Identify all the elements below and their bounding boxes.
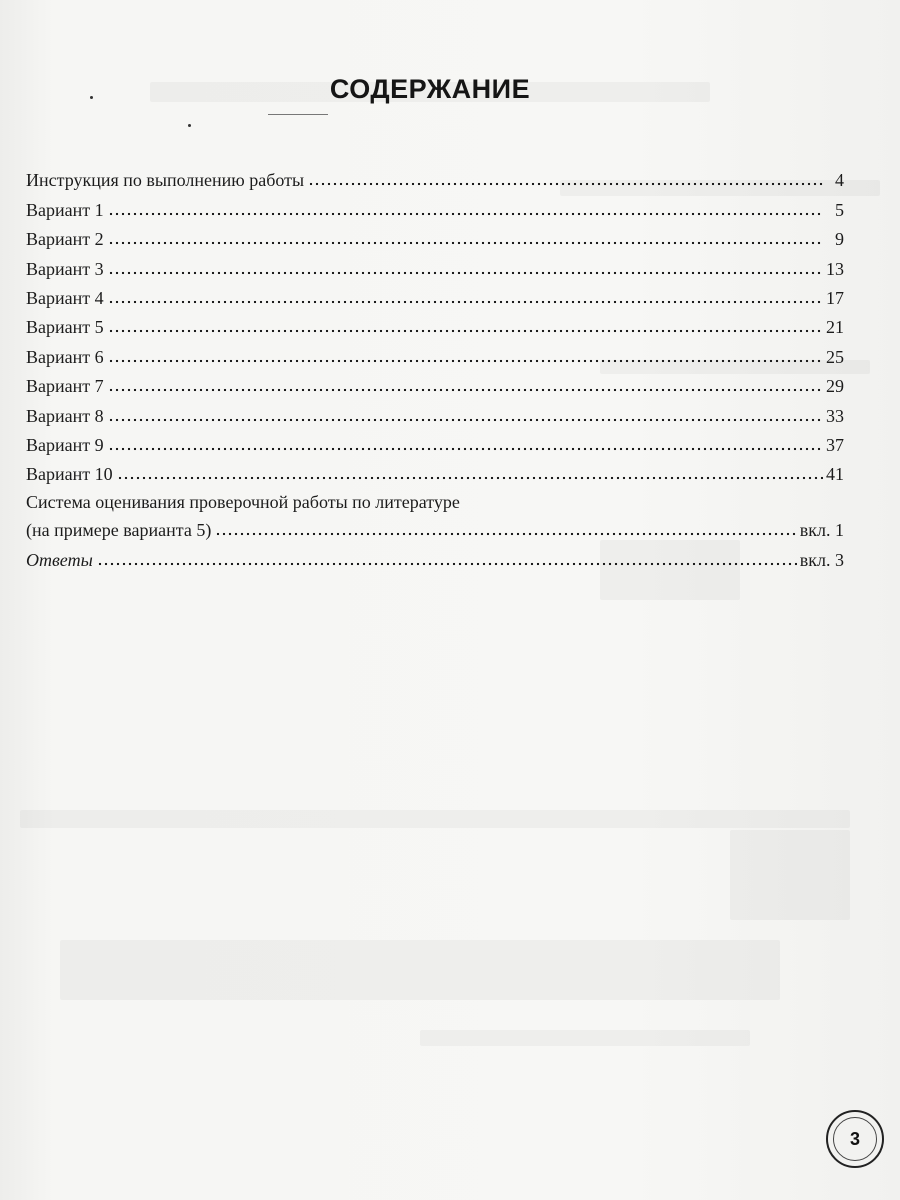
dot-leader: [308, 181, 823, 187]
toc-entry-label: Вариант 3: [26, 258, 104, 279]
toc-entry-variant-1[interactable]: [26, 189, 844, 218]
toc-entry-variant-9[interactable]: [26, 425, 844, 454]
page-number-badge: [826, 1110, 884, 1168]
toc-entry-variant-5[interactable]: [26, 307, 844, 336]
dot-leader: [215, 531, 796, 537]
toc-entry-label: Вариант 9: [26, 434, 104, 455]
toc-entry-variant-4[interactable]: [26, 278, 844, 307]
toc-entry-label: Вариант 10: [26, 464, 113, 485]
toc-entry-page: 17: [826, 287, 844, 308]
toc-entry-variant-2[interactable]: [26, 219, 844, 248]
toc-entry-label: Вариант 7: [26, 376, 104, 397]
toc-entry-page: 33: [826, 405, 844, 426]
dot-leader: [108, 417, 823, 423]
page-number: 3: [833, 1117, 877, 1161]
title-underline: [268, 114, 328, 115]
toc-entry-page: 9: [835, 229, 844, 250]
dot-leader: [108, 270, 823, 276]
table-of-contents: [26, 160, 844, 569]
bleed-through-mark: [730, 830, 850, 920]
toc-entry-page: 21: [826, 317, 844, 338]
toc-entry-label: Вариант 4: [26, 287, 104, 308]
dot-leader: [108, 328, 823, 334]
toc-entry-label-line2: (на примере варианта 5): [26, 520, 212, 541]
page-title: СОДЕРЖАНИЕ: [329, 74, 531, 104]
bleed-through-mark: [60, 940, 780, 1000]
toc-entry-variant-3[interactable]: [26, 248, 844, 277]
toc-entry-label: Вариант 1: [26, 199, 104, 220]
dot-leader: [117, 475, 823, 481]
toc-entry-page: 4: [835, 170, 844, 191]
toc-entry-page: 41: [826, 464, 844, 485]
toc-entry-label: Инструкция по выполнению работы: [26, 170, 305, 191]
toc-entry-line2: [26, 515, 844, 539]
toc-entry-answers[interactable]: [26, 539, 844, 568]
toc-entry-label: Вариант 2: [26, 229, 104, 250]
toc-entry-label: Вариант 6: [26, 346, 104, 367]
toc-entry-page: 13: [826, 258, 844, 279]
toc-entry-page: 29: [826, 376, 844, 397]
dot-leader: [108, 358, 823, 364]
toc-entry-label: Вариант 8: [26, 405, 104, 426]
dot-leader: [108, 211, 823, 217]
bleed-through-mark: [420, 1030, 750, 1046]
toc-entry-label-line1: Система оценивания проверочной работы по литературе: [26, 492, 460, 513]
stray-dot: [188, 124, 191, 127]
dot-leader: [108, 299, 823, 305]
toc-entry-instructions[interactable]: [26, 160, 844, 189]
toc-entry-page: 37: [826, 434, 844, 455]
toc-entry-label: Ответы: [26, 549, 93, 570]
toc-entry-page: 5: [835, 199, 844, 220]
bleed-through-mark: [20, 810, 850, 828]
toc-entry-page: вкл. 3: [799, 549, 844, 570]
dot-leader: [108, 240, 823, 246]
toc-entry-label: Вариант 5: [26, 317, 104, 338]
dot-leader: [108, 446, 823, 452]
toc-entry-variant-10[interactable]: [26, 454, 844, 483]
toc-entry-page: вкл. 1: [799, 520, 844, 541]
dot-leader: [108, 387, 823, 393]
toc-entry-page: 25: [826, 346, 844, 367]
toc-entry-assessment[interactable]: [26, 483, 844, 539]
toc-entry-variant-7[interactable]: [26, 366, 844, 395]
dot-leader: [97, 561, 797, 567]
toc-entry-variant-8[interactable]: [26, 395, 844, 424]
toc-entry-variant-6[interactable]: [26, 336, 844, 365]
